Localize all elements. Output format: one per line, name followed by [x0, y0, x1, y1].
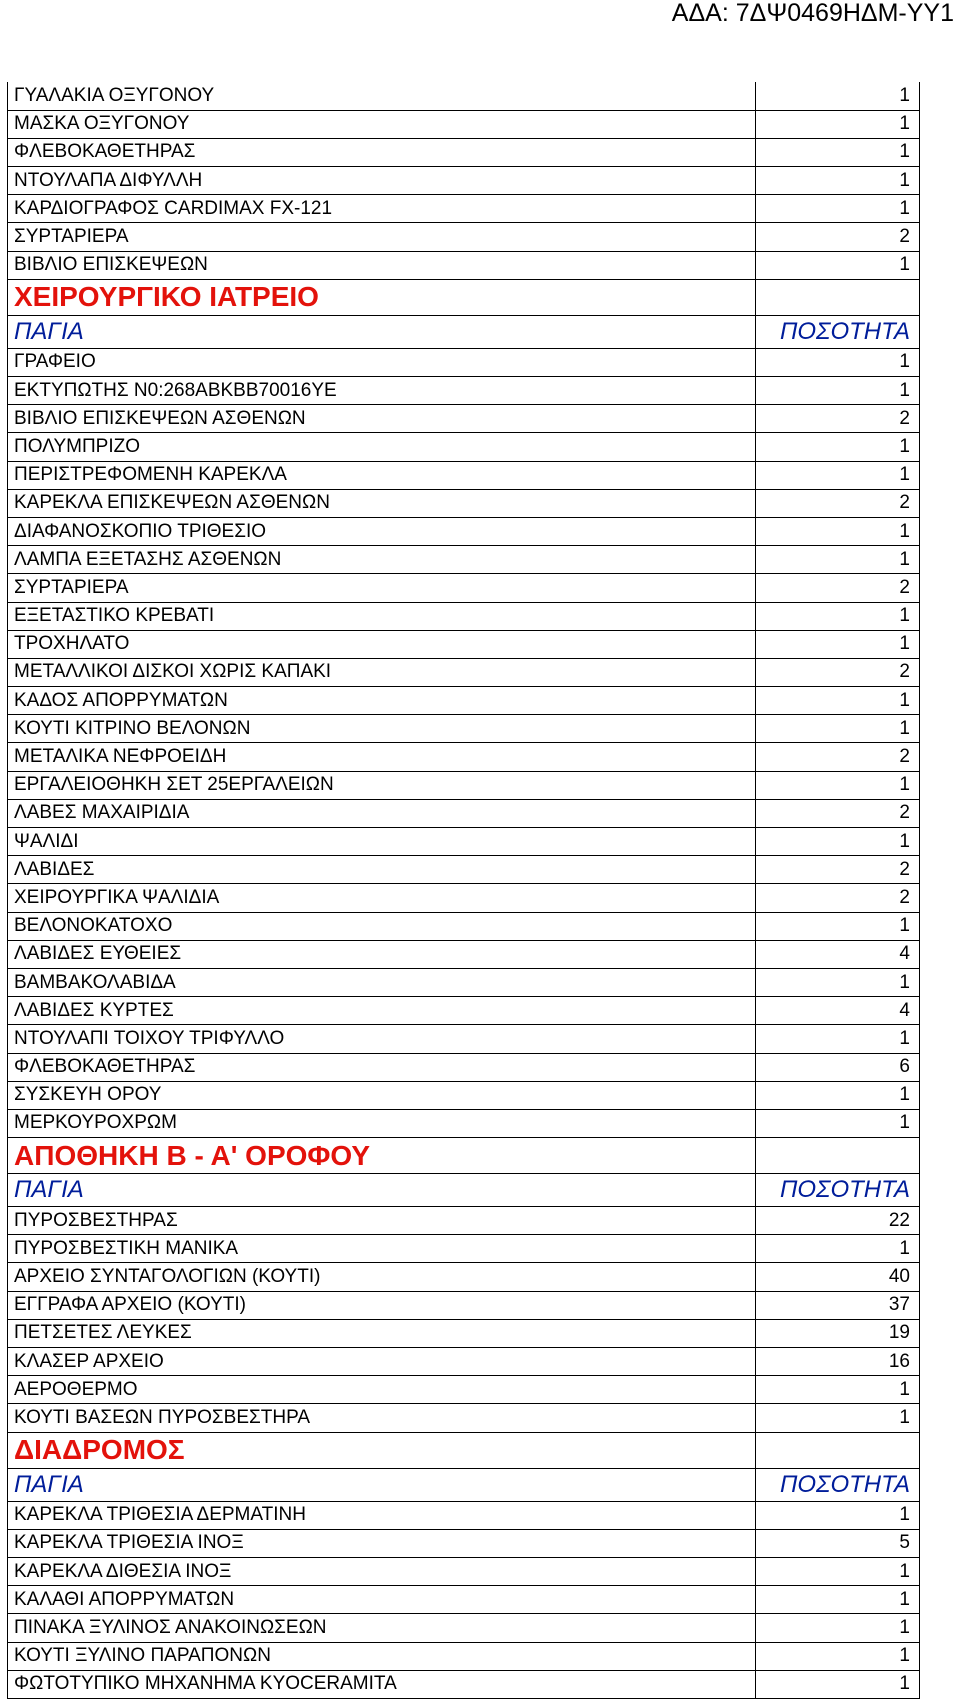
item-row-qty: 2 [756, 574, 920, 602]
item-row-qty: 1 [756, 1501, 920, 1529]
item-row-name: ΦΛΕΒΟΚΑΘΕΤΗΡΑΣ [8, 1053, 756, 1081]
item-row-qty: 4 [756, 997, 920, 1025]
item-row [8, 138, 920, 166]
section-title-row [8, 1138, 920, 1174]
item-row-name: ΔΙΑΦΑΝΟΣΚΟΠΙΟ ΤΡΙΘΕΣΙΟ [8, 517, 756, 545]
item-row-qty: 5 [756, 1529, 920, 1557]
item-row-qty: 1 [756, 602, 920, 630]
section-title-row-qty [756, 1432, 920, 1468]
item-row-name: ΚΑΡΕΚΛΑ ΤΡΙΘΕΣΙΑ ΙΝΟΞ [8, 1529, 756, 1557]
item-row-name: ΨΑΛΙΔΙ [8, 828, 756, 856]
item-row-qty: 40 [756, 1263, 920, 1291]
item-row [8, 574, 920, 602]
item-row-name: ΦΛΕΒΟΚΑΘΕΤΗΡΑΣ [8, 138, 756, 166]
item-row-name: ΚΑΡΕΚΛΑ ΕΠΙΣΚΕΨΕΩΝ ΑΣΘΕΝΩΝ [8, 489, 756, 517]
item-row [8, 1081, 920, 1109]
item-row-qty: 1 [756, 1404, 920, 1432]
item-row-qty: 22 [756, 1207, 920, 1235]
item-row [8, 110, 920, 138]
item-row-name: ΕΞΕΤΑΣΤΙΚΟ ΚΡΕΒΑΤΙ [8, 602, 756, 630]
item-row [8, 167, 920, 195]
section-title-row-qty [756, 279, 920, 315]
item-row-name: ΜΑΣΚΑ ΟΞΥΓΟΝΟΥ [8, 110, 756, 138]
item-row-name: ΒΙΒΛΙΟ ΕΠΙΣΚΕΨΕΩΝ [8, 251, 756, 279]
column-header-row-name: ΠΑΓΙΑ [8, 315, 756, 348]
item-row-name: ΝΤΟΥΛΑΠΙ ΤΟΙΧΟΥ ΤΡΙΦΥΛΛΟ [8, 1025, 756, 1053]
item-row-name: ΕΡΓΑΛΕΙΟΘΗΚΗ ΣΕΤ 25ΕΡΓΑΛΕΙΩΝ [8, 771, 756, 799]
item-row [8, 1263, 920, 1291]
column-header-row [8, 1174, 920, 1207]
item-row-name: ΒΙΒΛΙΟ ΕΠΙΣΚΕΨΕΩΝ ΑΣΘΕΝΩΝ [8, 405, 756, 433]
item-row [8, 602, 920, 630]
item-row-name: ΧΕΙΡΟΥΡΓΙΚΑ ΨΑΛΙΔΙΑ [8, 884, 756, 912]
item-row-qty: 1 [756, 1670, 920, 1698]
item-row-qty: 1 [756, 1376, 920, 1404]
item-row-name: ΚΑΛΑΘΙ ΑΠΟΡΡΥΜΑΤΩΝ [8, 1586, 756, 1614]
item-row [8, 1670, 920, 1698]
item-row-qty: 1 [756, 1557, 920, 1585]
column-header-row [8, 1468, 920, 1501]
item-row [8, 658, 920, 686]
item-row [8, 433, 920, 461]
item-row-name: ΒΕΛΟΝΟΚΑΤΟΧΟ [8, 912, 756, 940]
item-row [8, 251, 920, 279]
item-row-name: ΚΑΡΔΙΟΓΡΑΦΟΣ CARDIMAX FX-121 [8, 195, 756, 223]
item-row-qty: 1 [756, 771, 920, 799]
item-row-qty: 1 [756, 1642, 920, 1670]
item-row [8, 405, 920, 433]
item-row [8, 828, 920, 856]
section-title-row-name: ΑΠΟΘΗΚΗ Β - Α' ΟΡΟΦΟΥ [8, 1138, 756, 1174]
item-row-name: ΕΚΤΥΠΩΤΗΣ N0:268ABKBB70016YE [8, 377, 756, 405]
item-row [8, 1348, 920, 1376]
item-row-qty: 4 [756, 940, 920, 968]
item-row-name: ΛΑΜΠΑ ΕΞΕΤΑΣΗΣ ΑΣΘΕΝΩΝ [8, 546, 756, 574]
item-row [8, 1235, 920, 1263]
item-row [8, 687, 920, 715]
item-row [8, 630, 920, 658]
item-row-qty: 1 [756, 1235, 920, 1263]
item-row [8, 1291, 920, 1319]
column-header-row-name: ΠΑΓΙΑ [8, 1174, 756, 1207]
item-row-qty: 2 [756, 743, 920, 771]
item-row [8, 377, 920, 405]
item-row-name: ΜΕΤΑΛΛΙΚΟΙ ΔΙΣΚΟΙ ΧΩΡΙΣ ΚΑΠΑΚΙ [8, 658, 756, 686]
item-row-qty: 1 [756, 912, 920, 940]
item-row [8, 82, 920, 110]
item-row [8, 771, 920, 799]
item-row-name: ΚΛΑΣΕΡ ΑΡΧΕΙΟ [8, 1348, 756, 1376]
item-row [8, 940, 920, 968]
item-row-name: ΠΟΛΥΜΠΡΙΖΟ [8, 433, 756, 461]
item-row-name: ΠΥΡΟΣΒΕΣΤΙΚΗ ΜΑΝΙΚΑ [8, 1235, 756, 1263]
item-row-qty: 1 [756, 138, 920, 166]
item-row-qty: 1 [756, 1614, 920, 1642]
column-header-row-name: ΠΑΓΙΑ [8, 1468, 756, 1501]
inventory-table [7, 82, 920, 1699]
item-row [8, 517, 920, 545]
item-row-qty: 2 [756, 884, 920, 912]
item-row-qty: 2 [756, 489, 920, 517]
item-row [8, 968, 920, 996]
item-row-name: ΚΑΔΟΣ ΑΠΟΡΡΥΜΑΤΩΝ [8, 687, 756, 715]
item-row [8, 1207, 920, 1235]
item-row-qty: 1 [756, 1025, 920, 1053]
item-row-qty: 2 [756, 658, 920, 686]
item-row [8, 195, 920, 223]
item-row-qty: 1 [756, 251, 920, 279]
item-row-qty: 1 [756, 1081, 920, 1109]
item-row-name: ΓΡΑΦΕΙΟ [8, 348, 756, 376]
item-row [8, 1586, 920, 1614]
item-row [8, 1529, 920, 1557]
item-row-name: ΣΥΡΤΑΡΙΕΡΑ [8, 574, 756, 602]
item-row-name: ΜΕΡΚΟΥΡΟΧΡΩΜ [8, 1109, 756, 1137]
item-row [8, 1109, 920, 1137]
item-row-qty: 1 [756, 377, 920, 405]
item-row [8, 856, 920, 884]
item-row-qty: 1 [756, 82, 920, 110]
item-row [8, 1557, 920, 1585]
inventory-table-body [8, 82, 920, 1698]
item-row-name: ΛΑΒΙΔΕΣ ΚΥΡΤΕΣ [8, 997, 756, 1025]
item-row [8, 799, 920, 827]
item-row-name: ΑΕΡΟΘΕΡΜΟ [8, 1376, 756, 1404]
item-row-qty: 1 [756, 1109, 920, 1137]
section-title-row-name: ΧΕΙΡΟΥΡΓΙΚΟ ΙΑΤΡΕΙΟ [8, 279, 756, 315]
item-row [8, 1614, 920, 1642]
item-row-qty: 1 [756, 167, 920, 195]
item-row-qty: 37 [756, 1291, 920, 1319]
section-title-row-name: ΔΙΑΔΡΟΜΟΣ [8, 1432, 756, 1468]
column-header-row [8, 315, 920, 348]
item-row [8, 1404, 920, 1432]
item-row [8, 461, 920, 489]
column-header-row-qty: ΠΟΣΟΤΗΤΑ [756, 1174, 920, 1207]
section-title-row [8, 1432, 920, 1468]
item-row-qty: 1 [756, 461, 920, 489]
item-row [8, 743, 920, 771]
item-row-qty: 1 [756, 968, 920, 996]
item-row-qty: 2 [756, 856, 920, 884]
item-row-qty: 1 [756, 433, 920, 461]
item-row-name: ΠΥΡΟΣΒΕΣΤΗΡΑΣ [8, 1207, 756, 1235]
column-header-row-qty: ΠΟΣΟΤΗΤΑ [756, 315, 920, 348]
item-row-name: ΛΑΒΙΔΕΣ [8, 856, 756, 884]
item-row-name: ΦΩΤΟΤΥΠΙΚΟ ΜΗΧΑΝΗΜΑ KYOCERAMITA [8, 1670, 756, 1698]
item-row-name: ΛΑΒΙΔΕΣ ΕΥΘΕΙΕΣ [8, 940, 756, 968]
item-row-qty: 1 [756, 630, 920, 658]
item-row-qty: 1 [756, 517, 920, 545]
item-row-name: ΠΕΡΙΣΤΡΕΦΟΜΕΝΗ ΚΑΡΕΚΛΑ [8, 461, 756, 489]
item-row-qty: 1 [756, 195, 920, 223]
item-row [8, 912, 920, 940]
item-row-qty: 2 [756, 405, 920, 433]
item-row-qty: 2 [756, 799, 920, 827]
item-row-name: ΜΕΤΑΛΙΚΑ ΝΕΦΡΟΕΙΔΗ [8, 743, 756, 771]
item-row-name: ΒΑΜΒΑΚΟΛΑΒΙΔΑ [8, 968, 756, 996]
item-row-name: ΓΥΑΛΑΚΙΑ ΟΞΥΓΟΝΟΥ [8, 82, 756, 110]
item-row-qty: 1 [756, 110, 920, 138]
item-row-name: ΠΕΤΣΕΤΕΣ ΛΕΥΚΕΣ [8, 1319, 756, 1347]
item-row [8, 1501, 920, 1529]
item-row-name: ΣΥΡΤΑΡΙΕΡΑ [8, 223, 756, 251]
item-row-qty: 16 [756, 1348, 920, 1376]
item-row [8, 1053, 920, 1081]
item-row [8, 1025, 920, 1053]
item-row-name: ΕΓΓΡΑΦΑ ΑΡΧΕΙΟ (ΚΟΥΤΙ) [8, 1291, 756, 1319]
document-id: ΑΔΑ: 7ΔΨ0469ΗΔΜ-ΥΥ1 [671, 0, 954, 27]
column-header-row-qty: ΠΟΣΟΤΗΤΑ [756, 1468, 920, 1501]
item-row-name: ΣΥΣΚΕΥΗ ΟΡΟΥ [8, 1081, 756, 1109]
item-row [8, 715, 920, 743]
section-title-row [8, 279, 920, 315]
item-row [8, 884, 920, 912]
item-row-name: ΑΡΧΕΙΟ ΣΥΝΤΑΓΟΛΟΓΙΩΝ (ΚΟΥΤΙ) [8, 1263, 756, 1291]
item-row [8, 489, 920, 517]
item-row-qty: 6 [756, 1053, 920, 1081]
item-row-qty: 2 [756, 223, 920, 251]
item-row [8, 1642, 920, 1670]
item-row [8, 997, 920, 1025]
section-title-row-qty [756, 1138, 920, 1174]
item-row-name: ΚΑΡΕΚΛΑ ΔΙΘΕΣΙΑ ΙΝΟΞ [8, 1557, 756, 1585]
item-row-name: ΚΟΥΤΙ ΒΑΣΕΩΝ ΠΥΡΟΣΒΕΣΤΗΡΑ [8, 1404, 756, 1432]
item-row-qty: 1 [756, 715, 920, 743]
item-row-name: ΛΑΒΕΣ ΜΑΧΑΙΡΙΔΙΑ [8, 799, 756, 827]
item-row-qty: 1 [756, 1586, 920, 1614]
item-row-name: ΤΡΟΧΗΛΑΤΟ [8, 630, 756, 658]
item-row-qty: 19 [756, 1319, 920, 1347]
item-row-qty: 1 [756, 348, 920, 376]
item-row [8, 546, 920, 574]
item-row-name: ΚΟΥΤΙ ΚΙΤΡΙΝΟ ΒΕΛΟΝΩΝ [8, 715, 756, 743]
item-row-name: ΚΟΥΤΙ ΞΥΛΙΝΟ ΠΑΡΑΠΟΝΩΝ [8, 1642, 756, 1670]
item-row-name: ΠΙΝΑΚΑ ΞΥΛΙΝΟΣ ΑΝΑΚΟΙΝΩΣΕΩΝ [8, 1614, 756, 1642]
item-row-qty: 1 [756, 687, 920, 715]
item-row [8, 348, 920, 376]
item-row-qty: 1 [756, 546, 920, 574]
item-row [8, 1376, 920, 1404]
item-row [8, 223, 920, 251]
item-row-name: ΚΑΡΕΚΛΑ ΤΡΙΘΕΣΙΑ ΔΕΡΜΑΤΙΝΗ [8, 1501, 756, 1529]
item-row [8, 1319, 920, 1347]
item-row-qty: 1 [756, 828, 920, 856]
item-row-name: ΝΤΟΥΛΑΠΑ ΔΙΦΥΛΛΗ [8, 167, 756, 195]
